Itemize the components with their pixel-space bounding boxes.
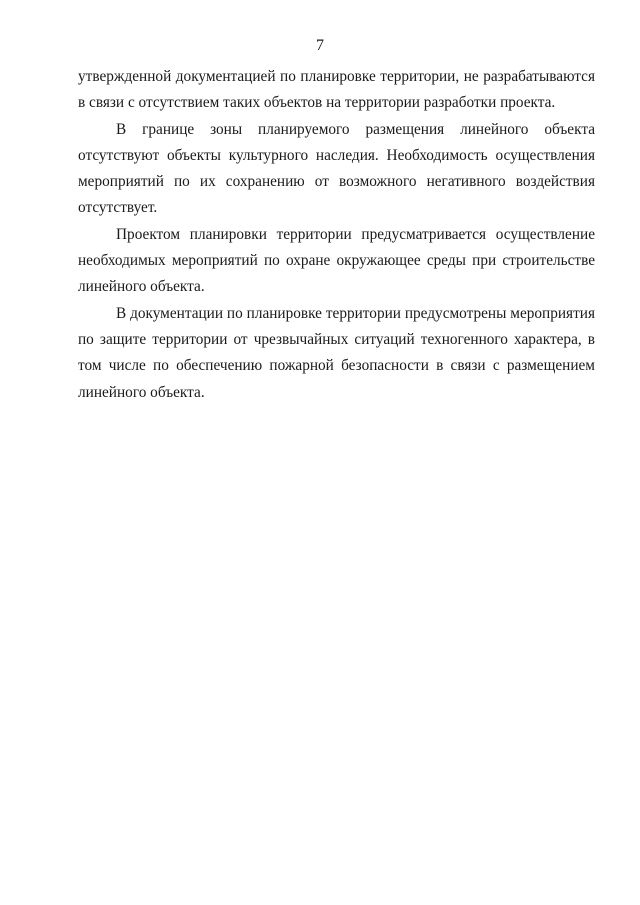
paragraph-cultural-heritage: В границе зоны планируемого размещения линейного объекта отсутствуют объекты культурного наследия. Необходимость осуществления мероприятий по их сохранению от возможного негативного воздействия отсутствует.: [78, 120, 595, 217]
paragraph-environmental-protection: Проектом планировки территории предусматривается осуществление необходимых мероприятий по охране окружающее среды при строительстве линейного объекта.: [78, 225, 595, 296]
document-body: [78, 64, 595, 406]
paragraph-emergency-protection: В документации по планировке территории предусмотрены мероприятия по защите территории от чрезвычайных ситуаций техногенного характера, в том числе по обеспечению пожарной безопасности в связи с размещением линейного объекта.: [78, 304, 595, 401]
page-number: 7: [316, 37, 324, 54]
paragraph-continuation: утвержденной документацией по планировке территории, не разрабатываются в связи с отсутствием таких объектов на территории разработки проекта.: [78, 68, 595, 112]
